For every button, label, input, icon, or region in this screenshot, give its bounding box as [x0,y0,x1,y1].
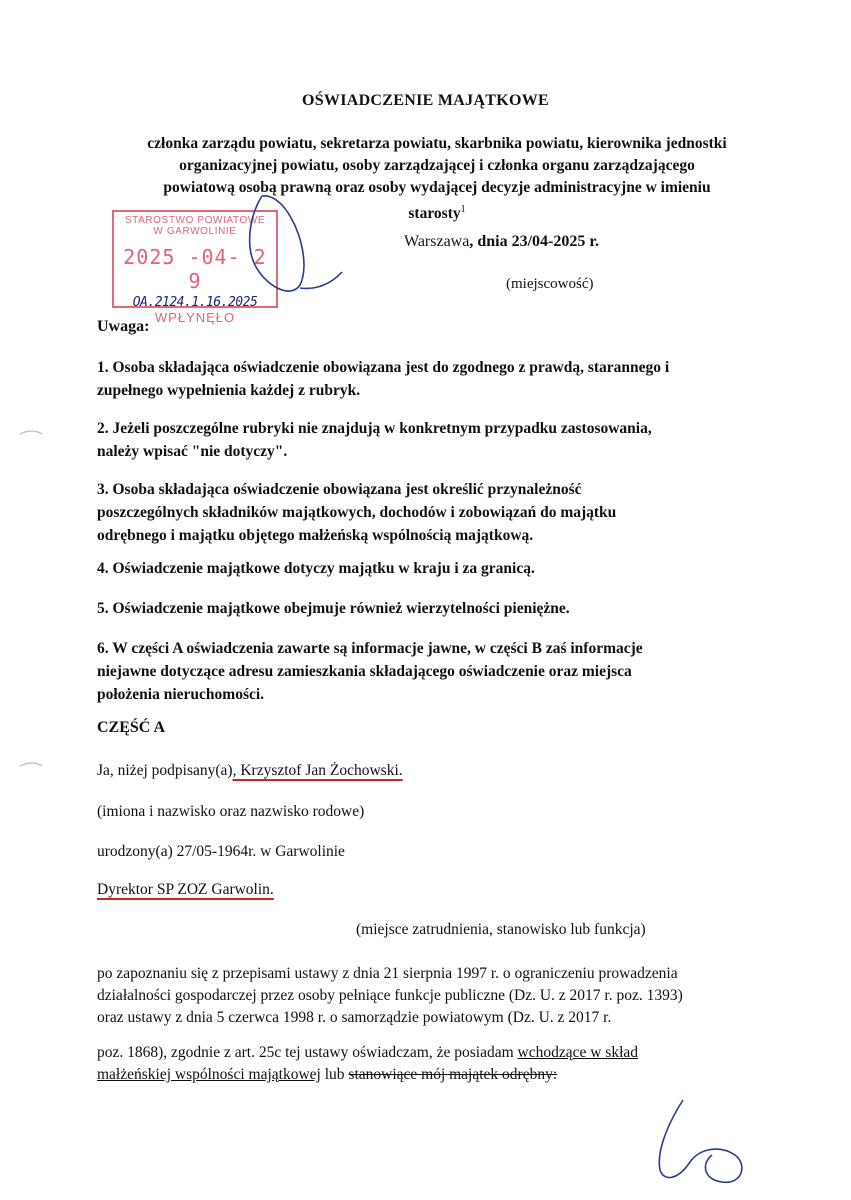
stamp-office-line-1: STAROSTWO POWIATOWE [124,215,266,226]
date-value: 23/04-2025 r. [511,233,599,250]
employment-value: Dyrektor SP ZOZ Garwolin. [97,881,274,898]
note-1-line-1: 1. Osoba składająca oświadczenie obowiązana jest do zgodnego z prawdą, starannego i [97,359,670,376]
document-title: OŚWIADCZENIE MAJĄTKOWE [301,92,550,109]
name-label: (imiona i nazwisko oraz nazwisko rodowe) [97,803,365,820]
stamp-date: 2025 -04- 2 9 [123,245,267,293]
legal-line-3: oraz ustawy z dnia 5 czerwca 1998 r. o samorządzie powiatowym (Dz. U. z 2017 r. [97,1009,612,1026]
note-1-line-2: zupełnego wypełnienia każdej z rubryk. [97,382,361,399]
legal-line-2: działalności gospodarczej przez osoby pełniące funkcje publiczne (Dz. U. z 2017 r. poz. 1393) [97,987,683,1004]
note-3-line-1: 3. Osoba składająca oświadczenie obowiązana jest określić przynależność [97,481,582,498]
declarant-prefix: Ja, niżej podpisany(a) [97,762,233,779]
stamp-office-line-2: W GARWOLINIE [153,226,237,237]
employment-label: (miejsce zatrudnienia, stanowisko lub funkcja) [356,921,646,938]
stamp-reference: OA.2124.1.16.2025 [132,295,258,310]
birth-info: urodzony(a) 27/05-1964r. w Garwolinie [97,843,345,860]
part-a-heading: CZĘŚĆ A [97,719,166,736]
note-4-line-1: 4. Oświadczenie majątkowe dotyczy majątku w kraju i za granicą. [97,560,535,577]
handwritten-initial-stroke [250,196,342,291]
statement-option-joint-a: wchodzące w skład [517,1044,639,1061]
place: Warszawa [404,233,470,250]
margin-mark-2 [20,763,42,766]
statement-start: poz. 1868), zgodnie z art. 25c tej ustawy oświadczam, że posiadam [97,1044,518,1061]
note-6-line-2: niejawne dotyczące adresu zamieszkania składającego oświadczenie oraz miejsca [97,663,632,680]
page-initials [659,1100,742,1182]
date-prefix: , dnia [469,233,512,250]
note-6-line-1: 6. W części A oświadczenia zawarte są informacje jawne, w części B zaś informacje [97,640,643,657]
note-3-line-3: odrębnego i majątku objętego małżeńską wspólnością majątkową. [97,527,534,544]
subtitle-line-4-text: starosty [408,205,461,223]
subtitle-line-3: powiatową osobą prawną oraz osoby wydającej decyzje administracyjne w imieniu [163,179,711,196]
statement-option-joint-b: małżeńskiej wspólności majątkowej [97,1066,321,1083]
note-2-line-1: 2. Jeżeli poszczególne rubryki nie znajdują w konkretnym przypadku zastosowania, [97,420,652,437]
declarant-name: , Krzysztof Jan Żochowski. [232,762,403,779]
note-3-line-2: poszczególnych składników majątkowych, dochodów i zobowiązań do majątku [97,504,617,521]
note-6-line-3: położenia nieruchomości. [97,686,265,703]
note-5-line-1: 5. Oświadczenie majątkowe obejmuje również wierzytelności pieniężne. [97,600,570,617]
statement-or: lub [320,1066,349,1083]
subtitle-line-2: organizacyjnej powiatu, osoby zarządzającej i członka organu zarządzającego [179,157,695,174]
margin-mark-1 [20,431,42,434]
place-label: (miejscowość) [506,276,594,292]
stamp-received: WPŁYNĘŁO [154,310,236,325]
note-2-line-2: należy wpisać "nie dotyczy". [97,443,288,460]
footnote-marker: 1 [460,204,466,215]
subtitle-line-1: członka zarządu powiatu, sekretarza powiatu, skarbnika powiatu, kierownika jednostki [147,135,727,152]
legal-line-1: po zapoznaniu się z przepisami ustawy z dnia 21 sierpnia 1997 r. o ograniczeniu prowadzenia [97,965,678,982]
statement-option-separate: stanowiące mój majątek odrębny: [348,1066,558,1083]
notes-heading: Uwaga: [97,318,150,335]
